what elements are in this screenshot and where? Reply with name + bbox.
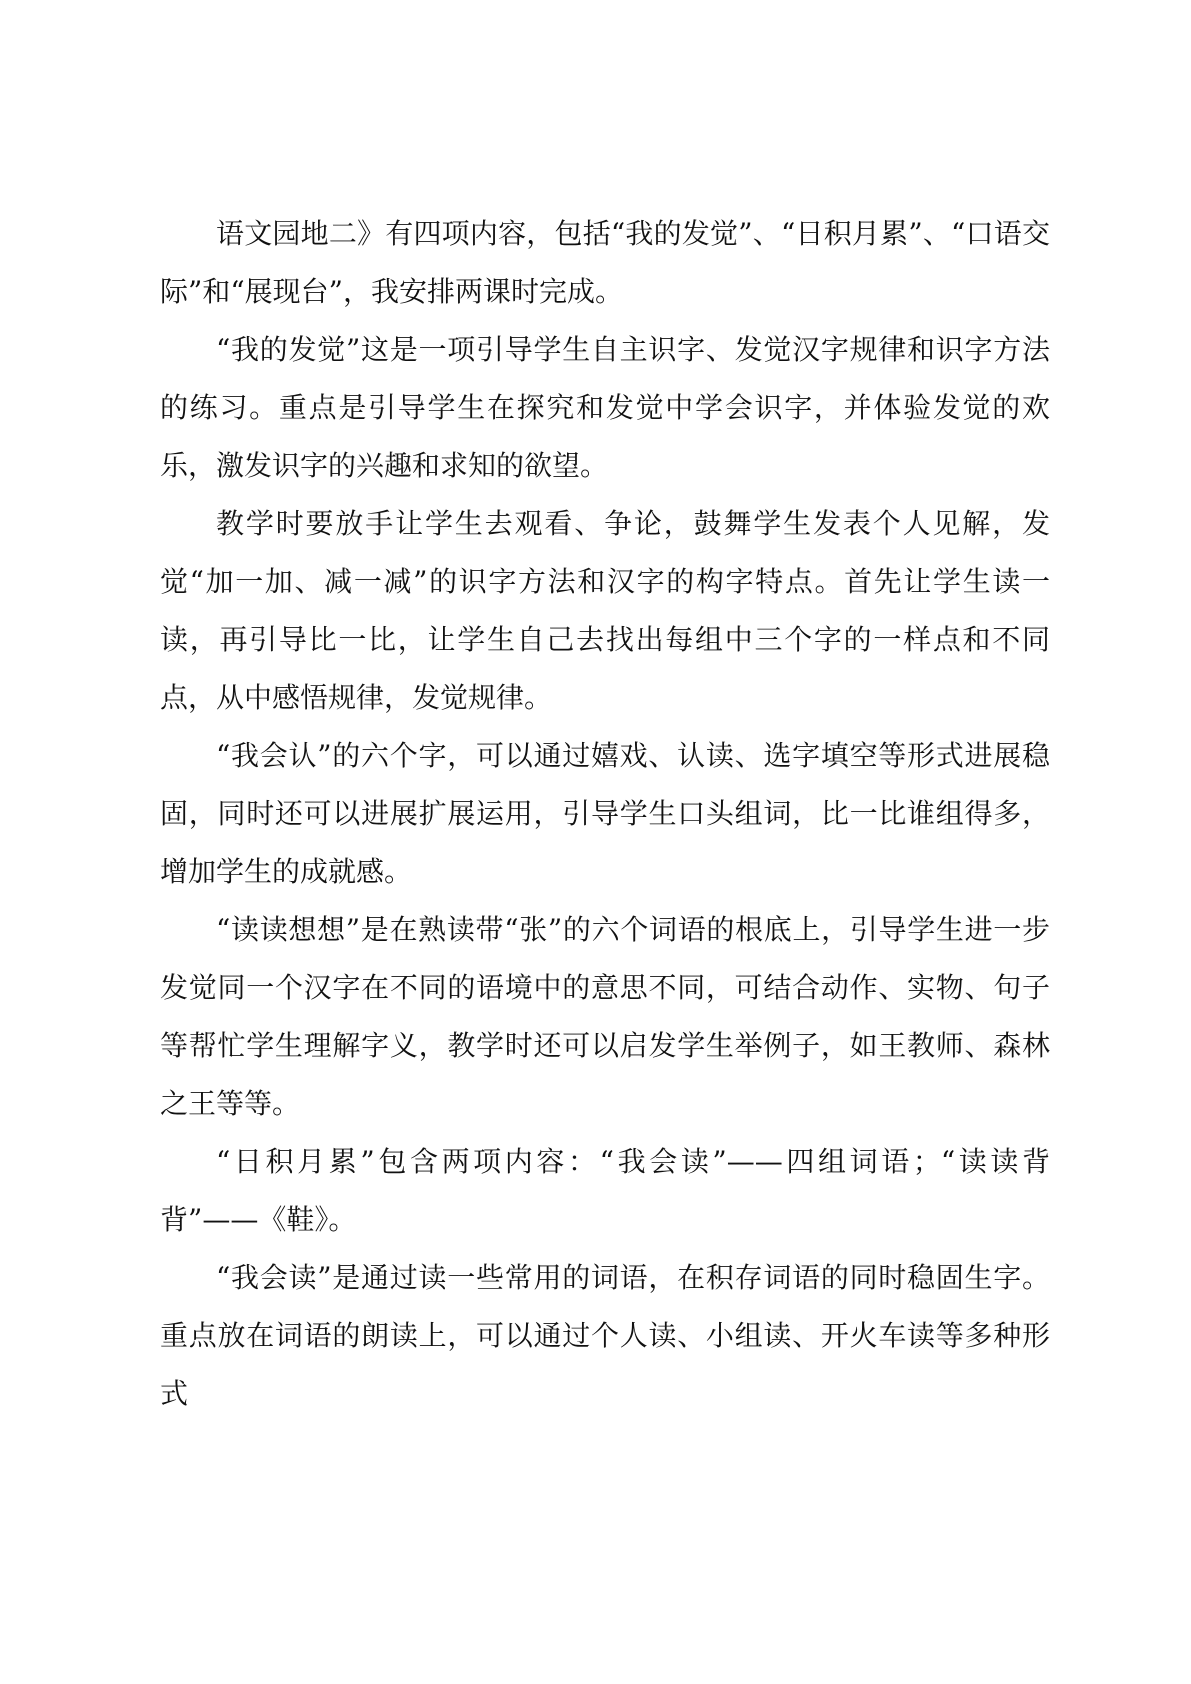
- paragraph-2: “我的发觉”这是一项引导学生自主识字、发觉汉字规律和识字方法的练习。重点是引导学生在探究和发觉中学会识字，并体验发觉的欢乐，激发识字的兴趣和求知的欲望。: [160, 333, 1050, 482]
- paragraph-5: “读读想想”是在熟读带“张”的六个词语的根底上，引导学生进一步发觉同一个汉字在不同的语境中的意思不同，可结合动作、实物、句子等帮忙学生理解字义，教学时还可以启发学生举例子，如王教师、森林之王等等。: [160, 913, 1050, 1120]
- paragraph-6: “日积月累”包含两项内容：“我会读”——四组词语；“读读背背”——《鞋》。: [160, 1145, 1050, 1236]
- paragraph-4: “我会认”的六个字，可以通过嬉戏、认读、选字填空等形式进展稳固，同时还可以进展扩展运用，引导学生口头组词，比一比谁组得多，增加学生的成就感。: [160, 739, 1050, 888]
- paragraph-7: “我会读”是通过读一些常用的词语，在积存词语的同时稳固生字。重点放在词语的朗读上，可以通过个人读、小组读、开火车读等多种形式: [160, 1261, 1050, 1410]
- paragraph-3: 教学时要放手让学生去观看、争论，鼓舞学生发表个人见解，发觉“加一加、减一减”的识字方法和汉字的构字特点。首先让学生读一读，再引导比一比，让学生自己去找出每组中三个字的一样点和不同点，从中感悟规律，发觉规律。: [160, 507, 1050, 714]
- document-body: [160, 205, 1050, 1423]
- paragraph-1: 语文园地二》有四项内容，包括“我的发觉”、“日积月累”、“口语交际”和“展现台”，我安排两课时完成。: [160, 217, 1050, 308]
